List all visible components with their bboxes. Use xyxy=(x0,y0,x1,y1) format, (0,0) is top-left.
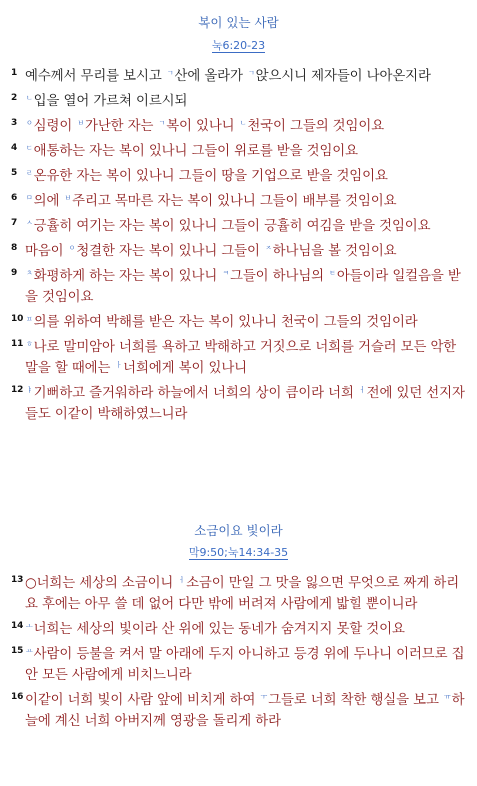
footnote-marker[interactable]: ㅂ xyxy=(64,193,72,202)
footnote-marker[interactable]: ㅍ xyxy=(26,314,33,323)
verse-list xyxy=(0,66,477,425)
verse xyxy=(0,644,477,686)
jesus-words-text: 그들이 하나님의 xyxy=(230,269,329,284)
footnote-marker[interactable]: ㄴ xyxy=(239,118,247,127)
footnote-marker[interactable]: ㅛ xyxy=(26,646,33,655)
footnote-marker[interactable]: ㅌ xyxy=(329,268,336,277)
jesus-words-text: 전에 있던 선지자들도 이같이 박해하였느니라 xyxy=(25,386,465,422)
verse-text: 산에 올라가 xyxy=(174,69,247,84)
verse-number: 3 xyxy=(11,118,18,128)
verse-number: 5 xyxy=(11,168,18,178)
verse xyxy=(0,141,477,162)
jesus-words-text: 사람이 등불을 켜서 말 아래에 두지 아니하고 등경 위에 두나니 이러므로 집 안 모든 사람에게 비치느니라 xyxy=(25,647,465,683)
footnote-marker[interactable]: ㅎ xyxy=(26,339,33,348)
footnote-marker[interactable]: ㅓ xyxy=(178,575,186,584)
jesus-words-text: 나로 말미암아 너희를 욕하고 박해하고 거짓으로 너희를 거슬러 모든 악한 말을 할 때에는 xyxy=(25,340,457,376)
cross-reference-link[interactable]: 막9:50;눅14:34-35 xyxy=(188,546,289,559)
jesus-words-text: 하나님을 볼 것임이요 xyxy=(272,244,397,259)
verse-list xyxy=(0,573,477,732)
verse xyxy=(0,116,477,137)
verse-number: 4 xyxy=(11,143,18,153)
section-title: 복이 있는 사람 xyxy=(198,15,279,30)
verse-number: 11 xyxy=(11,339,24,349)
verse-text: 입을 열어 가르쳐 이르시되 xyxy=(33,94,188,109)
jesus-words-text: 이같이 너희 빛이 사람 앞에 비치게 하여 xyxy=(25,693,260,708)
verse xyxy=(0,166,477,187)
footnote-marker[interactable]: ㄱ xyxy=(166,68,174,77)
jesus-words-text: 복이 있나니 xyxy=(166,119,239,134)
verse-number: 7 xyxy=(11,218,18,228)
footnote-marker[interactable]: ㄹ xyxy=(26,168,33,177)
footnote-marker[interactable]: ㅁ xyxy=(26,193,33,202)
jesus-words-text: 온유한 자는 복이 있나니 그들이 땅을 기업으로 받을 것임이요 xyxy=(33,169,388,184)
verse xyxy=(0,66,477,87)
verse xyxy=(0,216,477,237)
verse xyxy=(0,337,477,379)
verse xyxy=(0,312,477,333)
footnote-marker[interactable]: ㅇ xyxy=(26,118,33,127)
footnote-marker[interactable]: ㅊ xyxy=(26,268,33,277)
verse xyxy=(0,573,477,615)
jesus-words-text: 주리고 목마른 자는 복이 있나니 그들이 배부를 것임이요 xyxy=(72,194,397,209)
footnote-marker[interactable]: ㄱ xyxy=(158,118,166,127)
footnote-marker[interactable]: ㅋ xyxy=(222,268,229,277)
verse xyxy=(0,191,477,212)
verse-number: 13 xyxy=(11,575,24,585)
verse xyxy=(0,91,477,112)
section-header xyxy=(0,522,477,561)
jesus-words-text: ○너희는 세상의 소금이니 xyxy=(25,576,178,591)
jesus-words-text: 기뻐하고 즐거워하라 하늘에서 너희의 상이 큼이라 너희 xyxy=(33,386,358,401)
jesus-words-text: 그들로 너희 착한 행실을 보고 xyxy=(268,693,443,708)
verse xyxy=(0,383,477,425)
jesus-words-text: 청결한 자는 복이 있나니 그들이 xyxy=(76,244,264,259)
jesus-words-text: 하늘에 계신 너희 아버지께 영광을 돌리게 하라 xyxy=(25,693,465,729)
verse-number: 12 xyxy=(11,385,24,395)
verse-number: 8 xyxy=(11,243,18,253)
jesus-words-text: 의에 xyxy=(33,194,64,209)
footnote-marker[interactable]: ㅇ xyxy=(68,243,76,252)
footnote-marker[interactable]: ㄴ xyxy=(26,93,33,102)
verse-number: 10 xyxy=(11,314,24,324)
footnote-marker[interactable]: ㅂ xyxy=(77,118,85,127)
jesus-words-text: 심령이 xyxy=(33,119,77,134)
jesus-words-text: 의를 위하여 박해를 받은 자는 복이 있나니 천국이 그들의 것임이라 xyxy=(33,315,418,330)
verse-number: 9 xyxy=(11,268,18,278)
jesus-words-text: 너희는 세상의 빛이라 산 위에 있는 동네가 숨겨지지 못할 것이요 xyxy=(33,622,405,637)
verse xyxy=(0,619,477,640)
footnote-marker[interactable]: ㅑ xyxy=(26,385,33,394)
verse-number: 2 xyxy=(11,93,18,103)
section-header xyxy=(0,14,477,54)
footnote-marker[interactable]: ㅏ xyxy=(115,360,123,369)
verse-number: 16 xyxy=(11,692,24,702)
footnote-marker[interactable]: ㅅ xyxy=(26,218,33,227)
jesus-words-text: 긍휼히 여기는 자는 복이 있나니 그들이 긍휼히 여김을 받을 것임이요 xyxy=(33,219,431,234)
jesus-words-text: 소금이 만일 그 맛을 잃으면 무엇으로 짜게 하리요 후에는 아무 쓸 데 없어 다만 밖에 버려져 사람에게 밟힐 뿐이니라 xyxy=(25,576,460,612)
section-title: 소금이요 빛이라 xyxy=(194,523,283,538)
verse-text: 예수께서 무리를 보시고 xyxy=(25,69,166,84)
jesus-words-text: 천국이 그들의 것임이요 xyxy=(247,119,385,134)
footnote-marker[interactable]: ㄷ xyxy=(26,143,33,152)
footnote-marker[interactable]: ㄱ xyxy=(248,68,255,77)
verse xyxy=(0,690,477,732)
footnote-marker[interactable]: ㅜ xyxy=(260,692,268,701)
section-beatitudes xyxy=(0,14,477,429)
jesus-words-text: 너희에게 복이 있나니 xyxy=(123,361,247,376)
section-salt-and-light xyxy=(0,522,477,736)
jesus-words-text: 화평하게 하는 자는 복이 있나니 xyxy=(33,269,222,284)
footnote-marker[interactable]: ㅗ xyxy=(26,621,33,630)
verse xyxy=(0,241,477,262)
verse-number: 6 xyxy=(11,193,18,203)
footnote-marker[interactable]: ㅓ xyxy=(358,385,366,394)
verse-number: 15 xyxy=(11,646,24,656)
verse-number: 1 xyxy=(11,68,18,78)
verse-text: 앉으시니 제자들이 나아온지라 xyxy=(255,69,431,84)
jesus-words-text: 가난한 자는 xyxy=(85,119,158,134)
footnote-marker[interactable]: ㅠ xyxy=(443,692,451,701)
cross-reference-link[interactable]: 눅6:20-23 xyxy=(211,39,266,52)
verse-number: 14 xyxy=(11,621,24,631)
footnote-marker[interactable]: ㅈ xyxy=(265,243,272,252)
verse xyxy=(0,266,477,308)
jesus-words-text: 아들이라 일컬음을 받을 것임이요 xyxy=(25,269,461,305)
jesus-words-text: 마음이 xyxy=(25,244,68,259)
jesus-words-text: 애통하는 자는 복이 있나니 그들이 위로를 받을 것임이요 xyxy=(33,144,358,159)
